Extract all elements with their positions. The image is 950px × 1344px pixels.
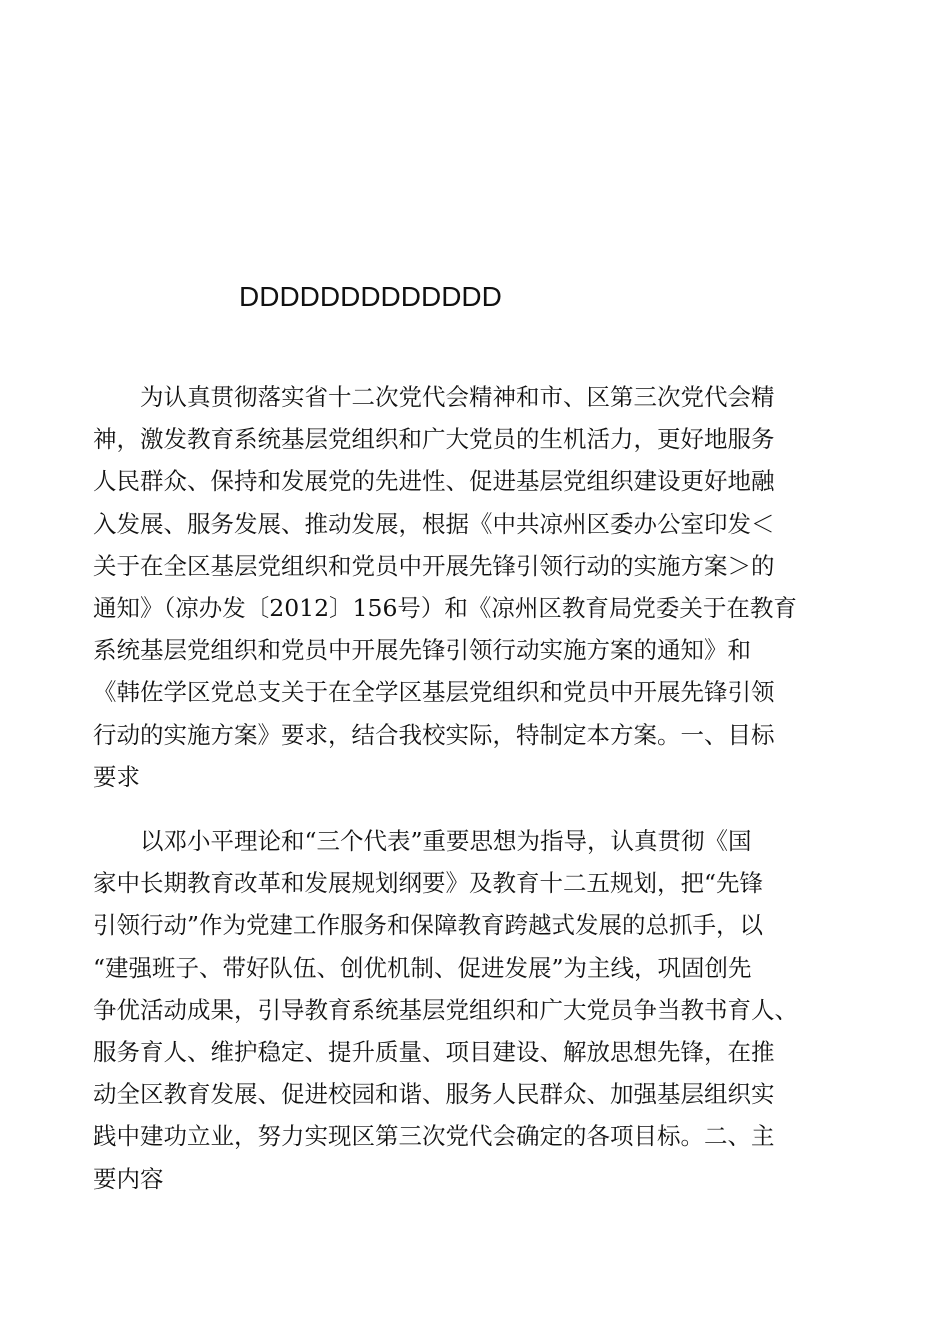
paragraph-guiding-principles: 以邓小平理论和“三个代表”重要思想为指导，认真贯彻《国 家中长期教育改革和发展规划纲要》及教育十二五规划，把“先锋 引领行动”作为党建工作服务和保障教育跨越式发展的总抓手，以 “建强班子、带好队伍、创优机制、促进发展”为主线，巩固创先 争优活动成果，引导教育系统基层党组织和广大党员争当教书育人、 服务育人、维护稳定、提升质量、项目建设、解放思想先锋，在推 动全区教育发展、促进校园和谐、服务人民群众、加强基层组织实 践中建功立业，努力实现区第三次党代会确定的各项目标。二、主 要内容 <box>93 827 798 1193</box>
document-title: DDDDDDDDDDDDD <box>239 281 502 312</box>
paragraph-introduction: 为认真贯彻落实省十二次党代会精神和市、区第三次党代会精 神，激发教育系统基层党组织和广大党员的生机活力，更好地服务 人民群众、保持和发展党的先进性、促进基层党组织建设更好地融 入发展、服务发展、推动发展，根据《中共凉州区委办公室印发＜ 关于在全区基层党组织和党员中开展先锋引领行动的实施方案＞的 通知》（凉办发〔2012〕156号）和《凉州区教育局党委关于在教育 系统基层党组织和党员中开展先锋引领行动实施方案的通知》和 《韩佐学区党总支关于在全学区基层党组织和党员中开展先锋引领 行动的实施方案》要求，结合我校实际，特制定本方案。一、目标 要求 <box>93 383 797 791</box>
